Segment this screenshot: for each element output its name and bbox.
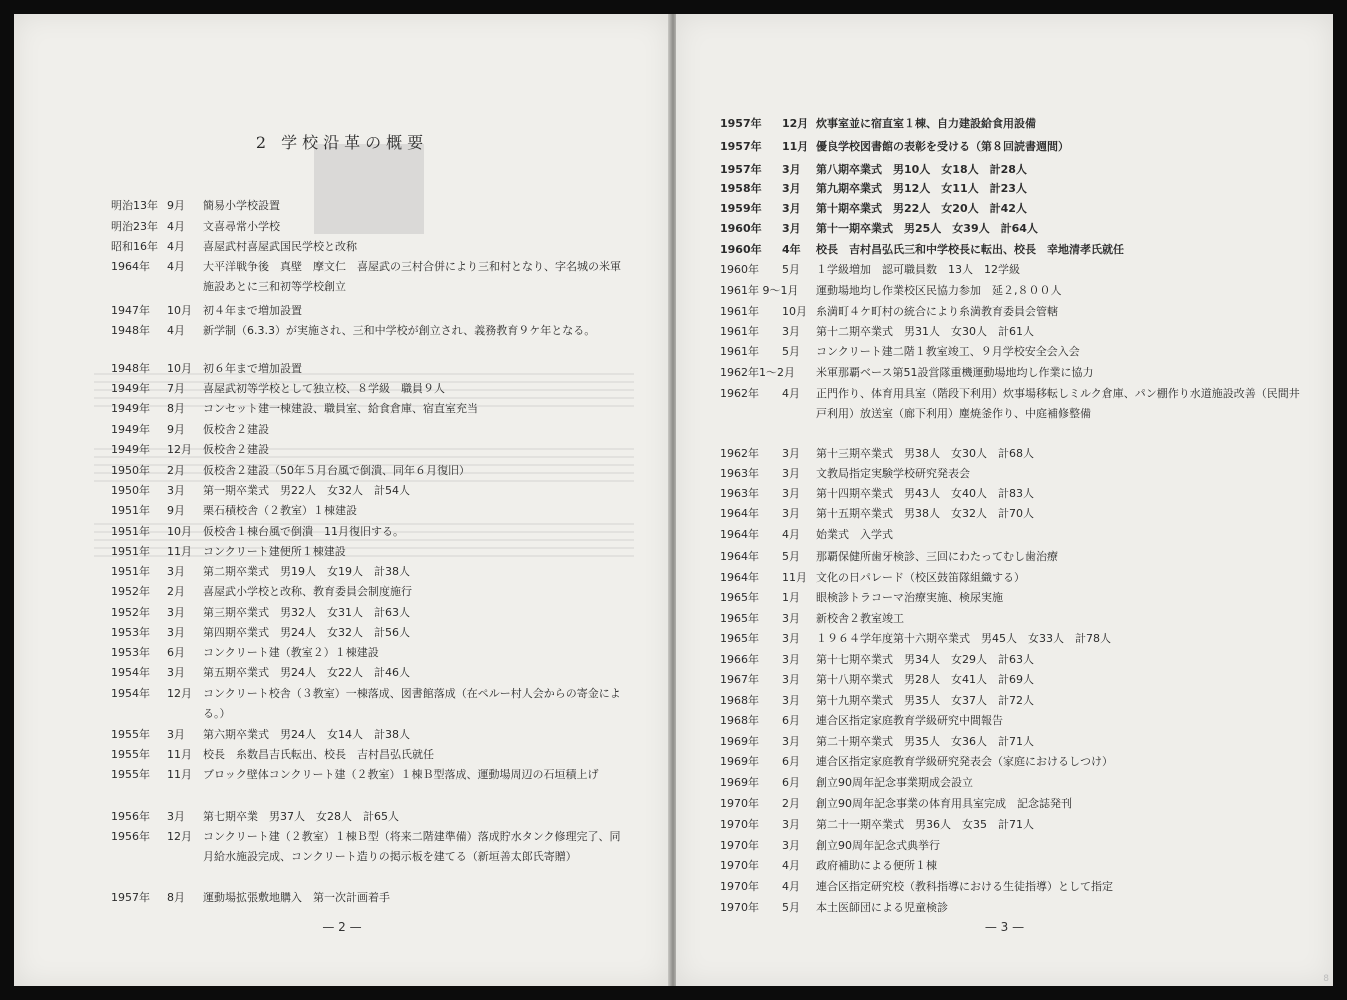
entry-month: 6月 [782,755,800,768]
timeline-entry [720,260,1300,280]
entry-year: 1968年 [720,694,759,707]
entry-year: 1955年 [111,748,150,761]
entry-month: 4月 [782,528,800,541]
entry-month: 11月 [782,571,807,584]
entry-year: 1964年 [720,550,759,563]
entry-year: 1960年 [720,263,759,276]
entry-text: コンクリート建便所１棟建設 [203,545,346,558]
entry-text: 連合区指定家庭教育学級研究発表会（家庭におけるしつけ） [816,755,1113,768]
timeline-entry [720,711,1300,731]
entry-text: 第十九期卒業式 男35人 女37人 計72人 [816,694,1034,707]
entry-month: 4年 [782,243,801,256]
timeline-entry [111,481,631,501]
entry-month: 3月 [167,606,185,619]
timeline-entry [111,684,631,724]
entry-text: 優良学校図書館の表彰を受ける（第８回読書週間） [816,140,1069,153]
timeline-entry [111,807,631,827]
timeline-entry [720,547,1300,567]
timeline-entry [111,321,631,341]
entry-year: 1950年 [111,464,150,477]
entry-year: 1952年 [111,606,150,619]
entry-year: 1967年 [720,673,759,686]
timeline-entry [720,773,1300,793]
entry-text: 眼検診トラコーマ治療実施、検尿実施 [816,591,1003,604]
entry-year: 1957年 [111,891,150,904]
entry-month: 10月 [782,305,807,318]
page-number-right: — 3 — [984,920,1025,934]
entry-text: 始業式 入学式 [816,528,893,541]
entry-year: 1970年 [720,880,759,893]
entry-month: 4月 [782,387,800,400]
entry-month: 3月 [782,202,801,215]
entry-text: 喜屋武村喜屋武国民学校と改称 [203,240,357,253]
timeline-entry [111,725,631,745]
entry-text: コンセット建一棟建設、職員室、給食倉庫、宿直室充当 [203,402,478,415]
entry-year: 1965年 [720,632,759,645]
entry-text: 炊事室並に宿直室１棟、自力建設給食用設備 [816,117,1036,130]
entry-month: 3月 [167,484,185,497]
entry-month: 3月 [167,666,185,679]
entry-month: 9月 [167,423,185,436]
entry-year: 1956年 [111,810,150,823]
timeline-entry [720,629,1300,649]
entry-month: 3月 [782,632,800,645]
entry-year: 1949年 [111,382,150,395]
entry-year: 1953年 [111,646,150,659]
timeline-entry [111,461,631,481]
entry-month: 4月 [167,324,185,337]
entry-text: 正門作り、体育用具室（階段下利用）炊事場移転しミルク倉庫、パン棚作り水道施設改善（民間井戸利用）放送室（廊下利用）塵焼釜作り、中庭補修整備 [816,387,1300,420]
timeline-entry [720,504,1300,524]
entry-text: 初６年まで増加設置 [203,362,302,375]
corner-mark: 8 [1323,974,1329,984]
entry-month: 8月 [167,402,185,415]
entry-month: 3月 [782,735,800,748]
entry-text: 喜屋武初等学校として独立校、８学級 職員９人 [203,382,445,395]
entry-text: 第三期卒業式 男32人 女31人 計63人 [203,606,410,619]
timeline-entry [720,179,1300,199]
timeline-entry [720,114,1300,134]
timeline-entry [111,582,631,602]
entry-month: 5月 [782,550,800,563]
entry-text: 新学制（6.3.3）が実施され、三和中学校が創立され、義務教育９ケ年となる。 [203,324,596,337]
timeline-entry [720,363,1300,383]
entry-month: 3月 [782,839,800,852]
timeline-entry [720,160,1300,180]
entry-year: 1955年 [111,728,150,741]
entry-year: 1952年 [111,585,150,598]
timeline-entry [720,691,1300,711]
entry-year: 1954年 [111,666,150,679]
timeline-entry [111,196,631,216]
timeline-entry [720,898,1300,918]
entry-month: 10月 [167,525,192,538]
timeline-entry [111,603,631,623]
page-title: 2 学校沿革の概要 [255,133,429,152]
timeline-entry [720,856,1300,876]
timeline-entry [720,199,1300,219]
entry-text: 第十期卒業式 男22人 女20人 計42人 [816,202,1027,215]
entry-text: 本土医師団による児童検診 [816,901,948,914]
timeline-entry [111,501,631,521]
entry-text: 文喜尋常小学校 [203,220,280,233]
entry-year: 1960年 [720,222,762,235]
entry-text: 仮校舎１棟台風で倒潰 11月復旧する。 [203,525,404,538]
entry-text: 第二十期卒業式 男35人 女36人 計71人 [816,735,1034,748]
entry-year: 1970年 [720,901,759,914]
entry-text: １９６４学年度第十六期卒業式 男45人 女33人 計78人 [816,632,1111,645]
timeline-entry [720,302,1300,322]
entry-month: 6月 [782,776,800,789]
entry-month: 3月 [782,507,800,520]
entry-text: 仮校舎２建設 [203,423,269,436]
entry-month: 9月 [167,199,185,212]
timeline-entry [111,562,631,582]
entry-month: 3月 [167,810,185,823]
entry-year: 1962年 [720,387,759,400]
entry-month: 4月 [167,260,185,273]
timeline-entry [111,379,631,399]
entry-year: 1964年 [111,260,150,273]
entry-year: 1961年 9〜1月 [720,284,799,297]
timeline-entry [720,650,1300,670]
timeline-entry [720,877,1300,897]
timeline-entry [111,237,631,257]
entry-text: 第四期卒業式 男24人 女32人 計56人 [203,626,410,639]
entry-year: 1960年 [720,243,762,256]
entry-year: 1970年 [720,797,759,810]
entry-year: 1950年 [111,484,150,497]
entry-month: 4月 [782,859,800,872]
entry-month: 3月 [782,694,800,707]
entry-text: 仮校舎２建設 [203,443,269,456]
entry-month: 12月 [167,687,192,700]
entry-month: 6月 [782,714,800,727]
timeline-entry [720,384,1300,424]
entry-year: 1951年 [111,504,150,517]
entry-year: 1947年 [111,304,150,317]
entry-year: 1964年 [720,528,759,541]
entry-text: 文教局指定実験学校研究発表会 [816,467,970,480]
entry-month: 11月 [167,768,192,781]
entry-year: 1966年 [720,653,759,666]
entry-month: 3月 [782,182,801,195]
timeline-entry [720,484,1300,504]
entry-month: 3月 [782,222,801,235]
entry-month: 4月 [167,220,185,233]
entry-year: 1968年 [720,714,759,727]
entry-month: 3月 [782,467,800,480]
right-page [676,14,1333,986]
entry-year: 1951年 [111,545,150,558]
entry-text: 第二期卒業式 男19人 女19人 計38人 [203,565,410,578]
timeline-entry [111,257,631,297]
entry-year: 明治13年 [111,199,158,212]
entry-text: 第六期卒業式 男24人 女14人 計38人 [203,728,410,741]
entry-text: 文化の日パレード（校区鼓笛隊組織する） [816,571,1025,584]
entry-month: 1月 [782,591,800,604]
entry-text: 第八期卒業式 男10人 女18人 計28人 [816,163,1027,176]
entry-month: 9月 [167,504,185,517]
entry-month: 3月 [167,565,185,578]
entry-month: 2月 [167,464,185,477]
entry-text: 第十五期卒業式 男38人 女32人 計70人 [816,507,1034,520]
entry-month: 10月 [167,304,192,317]
timeline-entry [720,836,1300,856]
entry-month: 10月 [167,362,192,375]
entry-text: 糸満町４ケ町村の統合により糸満教育委員会管轄 [816,305,1058,318]
timeline-entry [111,440,631,460]
timeline-entry [111,663,631,683]
entry-text: 校長 糸数昌吉氏転出、校長 吉村昌弘氏就任 [203,748,434,761]
entry-year: 1955年 [111,768,150,781]
entry-year: 1964年 [720,571,759,584]
entry-text: 第十八期卒業式 男28人 女41人 計69人 [816,673,1034,686]
timeline-entry [720,322,1300,342]
timeline-entry [111,542,631,562]
timeline-entry [720,240,1300,260]
entry-text: コンクリート建二階１教室竣工、９月学校安全会入会 [816,345,1080,358]
entry-year: 1957年 [720,140,762,153]
entry-text: 簡易小学校設置 [203,199,280,212]
entry-month: 3月 [782,487,800,500]
timeline-entry [720,568,1300,588]
timeline-entry [111,522,631,542]
entry-year: 1951年 [111,565,150,578]
timeline-entry [111,745,631,765]
entry-text: 創立90周年記念式典挙行 [816,839,940,852]
entry-month: 5月 [782,901,800,914]
entry-month: 3月 [782,653,800,666]
entry-month: 5月 [782,263,800,276]
entry-text: 運動場拡張敷地購入 第一次計画着手 [203,891,390,904]
timeline-entry [720,137,1300,157]
entry-year: 1949年 [111,423,150,436]
entry-year: 1954年 [111,687,150,700]
entry-year: 1963年 [720,487,759,500]
entry-year: 1957年 [720,117,762,130]
entry-text: 連合区指定家庭教育学級研究中間報告 [816,714,1003,727]
entry-year: 1961年 [720,325,759,338]
timeline-entry [111,623,631,643]
timeline-entry [720,464,1300,484]
entry-month: 4月 [782,880,800,893]
entry-year: 1969年 [720,755,759,768]
entry-month: 3月 [167,728,185,741]
timeline-entry [720,525,1300,545]
entry-text: 第五期卒業式 男24人 女22人 計46人 [203,666,410,679]
entry-year: 1962年 [720,447,759,460]
entry-month: 3月 [782,673,800,686]
entry-month: 3月 [782,447,800,460]
entry-text: 創立90周年記念事業の体育用具室完成 記念誌発刊 [816,797,1072,810]
timeline-entry [111,765,631,785]
entry-year: 1961年 [720,305,759,318]
entry-month: 12月 [167,830,192,843]
entry-year: 1965年 [720,591,759,604]
entry-text: 第十二期卒業式 男31人 女30人 計61人 [816,325,1034,338]
entry-month: 3月 [167,626,185,639]
entry-year: 1949年 [111,443,150,456]
entry-year: 1961年 [720,345,759,358]
entry-month: 3月 [782,325,800,338]
entry-month: 6月 [167,646,185,659]
entry-year: 1964年 [720,507,759,520]
entry-text: 第一期卒業式 男22人 女32人 計54人 [203,484,410,497]
entry-text: 第十三期卒業式 男38人 女30人 計68人 [816,447,1034,460]
entry-month: 2月 [782,797,800,810]
entry-text: 第九期卒業式 男12人 女11人 計23人 [816,182,1027,195]
timeline-entry [720,752,1300,772]
entry-month: 11月 [167,545,192,558]
entry-month: 8月 [167,891,185,904]
entry-text: 第七期卒業 男37人 女28人 計65人 [203,810,399,823]
entry-text: 運動場地均し作業校区民協力参加 延２,８００人 [816,284,1062,297]
timeline-entry [111,827,631,867]
entry-year: 1969年 [720,735,759,748]
entry-year: 1970年 [720,839,759,852]
entry-year: 1970年 [720,818,759,831]
timeline-entry [111,643,631,663]
entry-text: 米軍那覇ベース第51設営隊重機運動場地均し作業に協力 [816,366,1094,379]
entry-year: 1965年 [720,612,759,625]
timeline-entry [720,732,1300,752]
entry-year: 1949年 [111,402,150,415]
entry-text: 初４年まで増加設置 [203,304,302,317]
timeline-entry [720,794,1300,814]
entry-year: 昭和16年 [111,240,158,253]
entry-text: 第十四期卒業式 男43人 女40人 計83人 [816,487,1034,500]
entry-year: 1958年 [720,182,762,195]
page-number-left: — 2 — [322,920,362,934]
entry-month: 12月 [782,117,809,130]
entry-text: 新校舎２教室竣工 [816,612,904,625]
entry-text: 第二十一期卒業式 男36人 女35 計71人 [816,818,1034,831]
entry-year: 1948年 [111,362,150,375]
entry-month: 4月 [167,240,185,253]
entry-month: 3月 [782,818,800,831]
entry-text: 創立90周年記念事業期成会設立 [816,776,973,789]
entry-year: 1953年 [111,626,150,639]
entry-year: 1962年1〜2月 [720,366,795,379]
entry-text: 仮校舎２建設（50年５月台風で倒潰、同年６月復旧） [203,464,470,477]
entry-year: 1959年 [720,202,762,215]
entry-text: 大平洋戦争後 真壁 摩文仁 喜屋武の三村合併により三和村となり、字名城の米軍施設あとに三和初等学校創立 [203,260,621,293]
entry-text: 政府補助による便所１棟 [816,859,937,872]
timeline-entry [720,588,1300,608]
entry-text: 栗石積校舎（２教室）１棟建設 [203,504,357,517]
entry-year: 1969年 [720,776,759,789]
timeline-entry [111,399,631,419]
entry-text: コンクリート建（教室２）１棟建設 [203,646,379,659]
entry-text: コンクリート校舎（３教室）一棟落成、図書館落成（在ペルー村人会からの寄金による。） [203,687,621,720]
entry-text: 連合区指定研究校（教科指導における生徒指導）として指定 [816,880,1113,893]
entry-year: 1970年 [720,859,759,872]
timeline-entry [720,815,1300,835]
entry-month: 12月 [167,443,192,456]
entry-text: 喜屋武小学校と改称、教育委員会制度施行 [203,585,412,598]
entry-year: 1957年 [720,163,762,176]
timeline-entry [111,420,631,440]
entry-month: 3月 [782,163,801,176]
entry-year: 1956年 [111,830,150,843]
timeline-entry [720,444,1300,464]
timeline-entry [111,217,631,237]
timeline-entry [111,301,631,321]
timeline-entry [720,609,1300,629]
entry-month: 3月 [782,612,800,625]
timeline-entry [111,888,631,908]
timeline-entry [720,219,1300,239]
entry-text: １学級増加 認可職員数 13人 12学級 [816,263,1020,276]
entry-text: ブロック壁体コンクリート建（２教室）１棟Ｂ型落成、運動場周辺の石垣積上げ [203,768,599,781]
entry-text: コンクリート建（２教室）１棟Ｂ型（将来二階建準備）落成貯水タンク修理完了、同月給水施設完成、コンクリート造りの掲示板を建てる（新垣善太郎氏寄贈） [203,830,621,863]
entry-text: 第十七期卒業式 男34人 女29人 計63人 [816,653,1034,666]
entry-year: 1948年 [111,324,150,337]
timeline-entry [720,281,1300,301]
entry-year: 1951年 [111,525,150,538]
entry-text: 那覇保健所歯牙検診、三回にわたってむし歯治療 [816,550,1058,563]
timeline-entry [720,670,1300,690]
entry-year: 明治23年 [111,220,158,233]
entry-month: 11月 [167,748,192,761]
entry-month: 2月 [167,585,185,598]
left-page [14,14,670,986]
entry-month: 5月 [782,345,800,358]
timeline-entry [720,342,1300,362]
timeline-entry [111,359,631,379]
entry-text: 第十一期卒業式 男25人 女39人 計64人 [816,222,1038,235]
entry-text: 校長 吉村昌弘氏三和中学校長に転出、校長 幸地清孝氏就任 [816,243,1124,256]
entry-year: 1963年 [720,467,759,480]
entry-month: 7月 [167,382,185,395]
entry-month: 11月 [782,140,809,153]
